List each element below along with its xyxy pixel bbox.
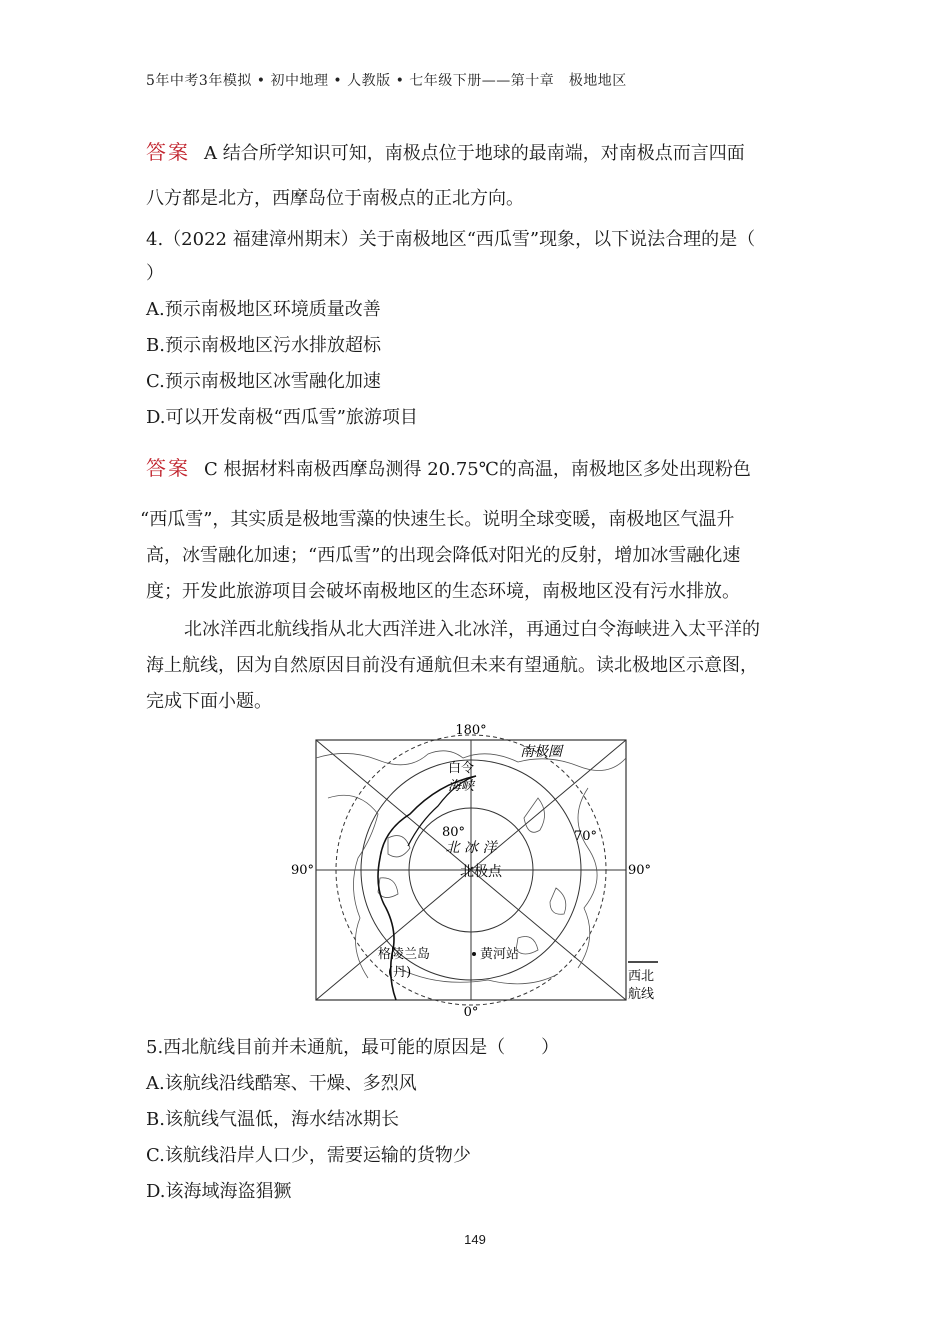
- answer-4-line-4: 度；开发此旅游项目会破坏南极地区的生态环境，南极地区没有污水排放。: [146, 581, 740, 602]
- page-number: 149: [464, 1232, 486, 1247]
- answer-4-line-2: “西瓜雪”，其实质是极地雪藻的快速生长。说明全球变暖，南极地区气温升: [140, 509, 735, 530]
- label-70: 70°: [574, 829, 598, 844]
- arctic-map-figure: [288, 718, 664, 1020]
- label-north-pole: 北极点: [460, 864, 502, 880]
- label-polar-circle: 南极圈: [520, 744, 562, 760]
- label-180: 180°: [455, 723, 487, 738]
- answer-4-text-1: C 根据材料南极西摩岛测得 20.75℃的高温，南极地区多处出现粉色: [204, 459, 751, 480]
- question-4-stem-cont: ）: [146, 263, 164, 284]
- question-5-option-b: B.该航线气温低，海水结冰期长: [146, 1109, 399, 1130]
- label-arctic-ocean: 北 冰 洋: [445, 840, 497, 856]
- question-5-option-c: C.该航线沿岸人口少，需要运输的货物少: [146, 1145, 471, 1166]
- station-dot: [472, 952, 476, 956]
- label-0: 0°: [463, 1005, 479, 1020]
- label-bering-line-2: 海峡: [448, 779, 475, 794]
- answer-3-line-2: 八方都是北方，西摩岛位于南极点的正北方向。: [146, 188, 524, 209]
- question-4-option-b: B.预示南极地区污水排放超标: [146, 335, 381, 356]
- answer-4-label: 答案: [146, 456, 190, 480]
- question-5-stem: 5.西北航线目前并未通航，最可能的原因是（ ）: [146, 1037, 560, 1058]
- question-4-option-c: C.预示南极地区冰雪融化加速: [146, 371, 381, 392]
- label-90-right: 90°: [628, 863, 652, 878]
- answer-4-line-3: 高，冰雪融化加速；“西瓜雪”的出现会降低对阳光的反射，增加冰雪融化速: [146, 545, 741, 566]
- answer-4-line-1: [146, 456, 751, 482]
- question-5-option-a: A.该航线沿线酷寒、干燥、多烈风: [146, 1073, 417, 1094]
- passage-line-3: 完成下面小题。: [146, 691, 272, 712]
- question-4-stem: 4.（2022 福建漳州期末）关于南极地区“西瓜雪”现象，以下说法合理的是（: [146, 229, 756, 250]
- passage-line-1: 北冰洋西北航线指从北大西洋进入北冰洋，再通过白令海峡进入太平洋的: [184, 619, 760, 640]
- answer-3-label: 答案: [146, 140, 190, 164]
- answer-3-text-1: A 结合所学知识可知，南极点位于地球的最南端，对南极点而言四面: [204, 143, 745, 164]
- question-4-option-d: D.可以开发南极“西瓜雪”旅游项目: [146, 407, 418, 428]
- legend-line-1: 西北: [628, 969, 655, 984]
- question-4-option-a: A.预示南极地区环境质量改善: [146, 299, 381, 320]
- running-header: 5年中考3年模拟 • 初中地理 • 人教版 • 七年级下册——第十章 极地地区: [146, 73, 627, 89]
- question-5-option-d: D.该海域海盗猖獗: [146, 1181, 292, 1202]
- label-80: 80°: [442, 825, 466, 840]
- label-greenland-note: (丹): [388, 965, 412, 980]
- label-bering-line-1: 白令: [448, 761, 475, 776]
- legend-line-2: 航线: [628, 987, 655, 1002]
- answer-3-line-1: [146, 140, 745, 166]
- arctic-map: [288, 718, 664, 1020]
- label-greenland: 格陵兰岛: [378, 947, 431, 962]
- label-90-left: 90°: [291, 863, 315, 878]
- label-yellow-river-station: 黄河站: [480, 947, 520, 962]
- passage-line-2: 海上航线，因为自然原因目前没有通航但未来有望通航。读北极地区示意图，: [146, 655, 758, 676]
